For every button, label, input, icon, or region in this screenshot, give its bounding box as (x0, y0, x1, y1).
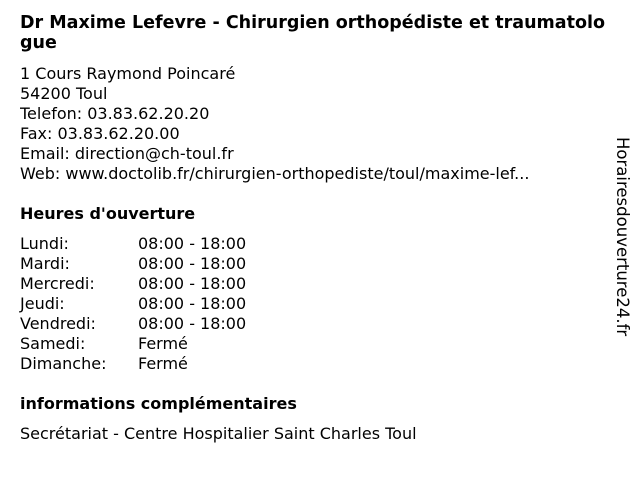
hours-day: Dimanche: (20, 354, 107, 373)
hours-table (20, 234, 246, 374)
hours-day: Samedi: (20, 334, 86, 353)
hours-day: Jeudi: (20, 294, 65, 313)
hours-heading: Heures d'ouverture (20, 204, 196, 223)
hours-row (20, 274, 246, 294)
email-link[interactable]: Email: direction@ch-toul.fr (20, 144, 234, 163)
phone-number[interactable]: Telefon: 03.83.62.20.20 (20, 104, 210, 123)
hours-row (20, 294, 246, 314)
hours-row (20, 334, 246, 354)
hours-row (20, 234, 246, 254)
page-title: Dr Maxime Lefevre - Chirurgien orthopédiste et traumatologue (20, 13, 605, 53)
hours-row (20, 354, 246, 374)
address-city: 54200 Toul (20, 84, 108, 103)
hours-time: 08:00 - 18:00 (138, 294, 247, 313)
hours-time: Fermé (138, 354, 188, 373)
hours-day: Mercredi: (20, 274, 95, 293)
hours-time: 08:00 - 18:00 (138, 234, 247, 253)
web-link[interactable]: Web: www.doctolib.fr/chirurgien-orthopediste/toul/maxime-lef... (20, 164, 530, 183)
address-street: 1 Cours Raymond Poincaré (20, 64, 236, 83)
hours-time: 08:00 - 18:00 (138, 314, 247, 333)
hours-time: 08:00 - 18:00 (138, 254, 247, 273)
info-text: Secrétariat - Centre Hospitalier Saint Charles Toul (20, 424, 417, 443)
contact-block (20, 64, 600, 184)
hours-day: Vendredi: (20, 314, 96, 333)
hours-row (20, 314, 246, 334)
hours-row (20, 254, 246, 274)
fax-number: Fax: 03.83.62.20.00 (20, 124, 180, 143)
hours-time: Fermé (138, 334, 188, 353)
site-watermark: Horairesdouverture24.fr (613, 137, 632, 337)
hours-day: Lundi: (20, 234, 69, 253)
hours-day: Mardi: (20, 254, 70, 273)
hours-time: 08:00 - 18:00 (138, 274, 247, 293)
info-heading: informations complémentaires (20, 394, 297, 413)
